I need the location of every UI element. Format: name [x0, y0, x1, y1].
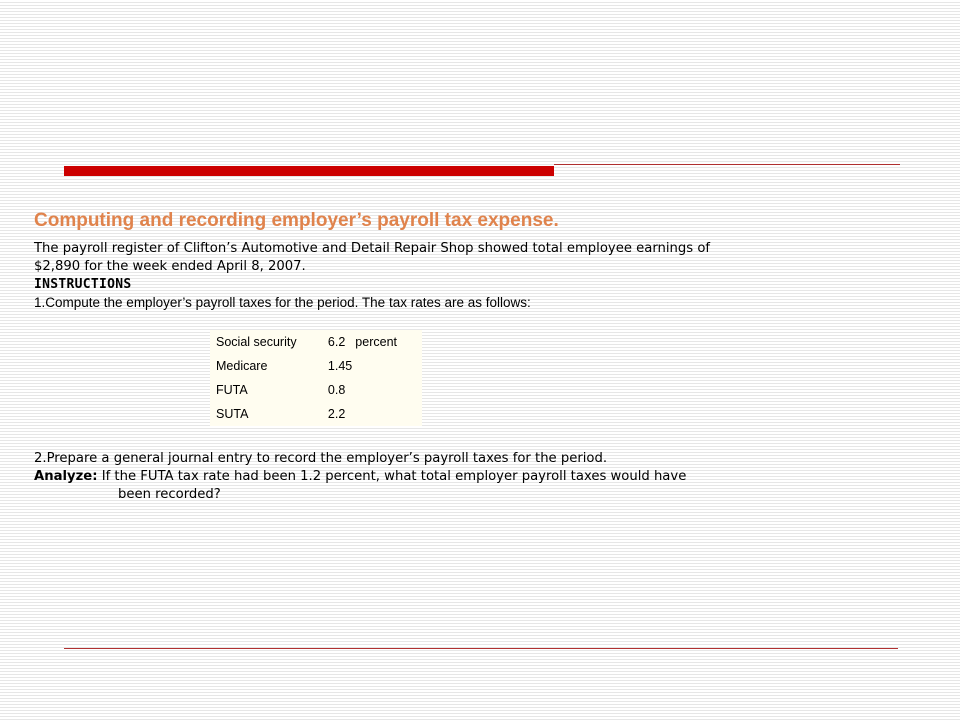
analyze-line-1: If the FUTA tax rate had been 1.2 percent, what total employer payroll taxes would have: [97, 469, 687, 484]
bottom-divider-line: [64, 648, 898, 649]
tax-rate-value: 1.45: [327, 359, 353, 373]
analyze-text: [34, 468, 914, 504]
tax-rate-value: 0.8: [327, 383, 346, 397]
slide-title: Computing and recording employer’s payroll tax expense.: [34, 210, 559, 231]
tax-rate: [328, 378, 422, 402]
intro-line-1: The payroll register of Clifton’s Automotive and Detail Repair Shop showed total employee earnings of: [34, 241, 711, 256]
intro-line-2: $2,890 for the week ended April 8, 2007.: [34, 259, 306, 274]
table-row: [210, 354, 422, 378]
tax-rate: [328, 330, 422, 354]
content: [34, 208, 914, 312]
tax-rate-value: 6.2: [327, 335, 346, 349]
analyze-line-2: been recorded?: [118, 487, 221, 502]
tax-rate-table: [210, 330, 422, 426]
instruction-step-1: 1.Compute the employer’s payroll taxes for the period. The tax rates are as follows:: [34, 295, 531, 310]
accent-bar: [64, 166, 554, 176]
table-row: [210, 402, 422, 426]
intro-text: [34, 240, 874, 276]
tax-name: FUTA: [216, 383, 248, 397]
top-divider-line: [554, 164, 900, 165]
tax-name: Medicare: [216, 359, 268, 373]
tax-name: SUTA: [216, 407, 249, 421]
tax-rate: [328, 402, 422, 426]
tax-rate-value: 2.2: [327, 407, 346, 421]
lower-instructions: [34, 450, 914, 504]
table-row: [210, 378, 422, 402]
analyze-label: Analyze:: [34, 469, 98, 484]
instructions-heading: INSTRUCTIONS: [34, 277, 132, 292]
table-row: [210, 330, 422, 354]
tax-name: Social security: [216, 335, 297, 349]
tax-rate-unit: percent: [355, 335, 397, 349]
tax-rate: [328, 354, 422, 378]
instruction-step-2: 2.Prepare a general journal entry to record the employer’s payroll taxes for the period.: [34, 451, 608, 466]
